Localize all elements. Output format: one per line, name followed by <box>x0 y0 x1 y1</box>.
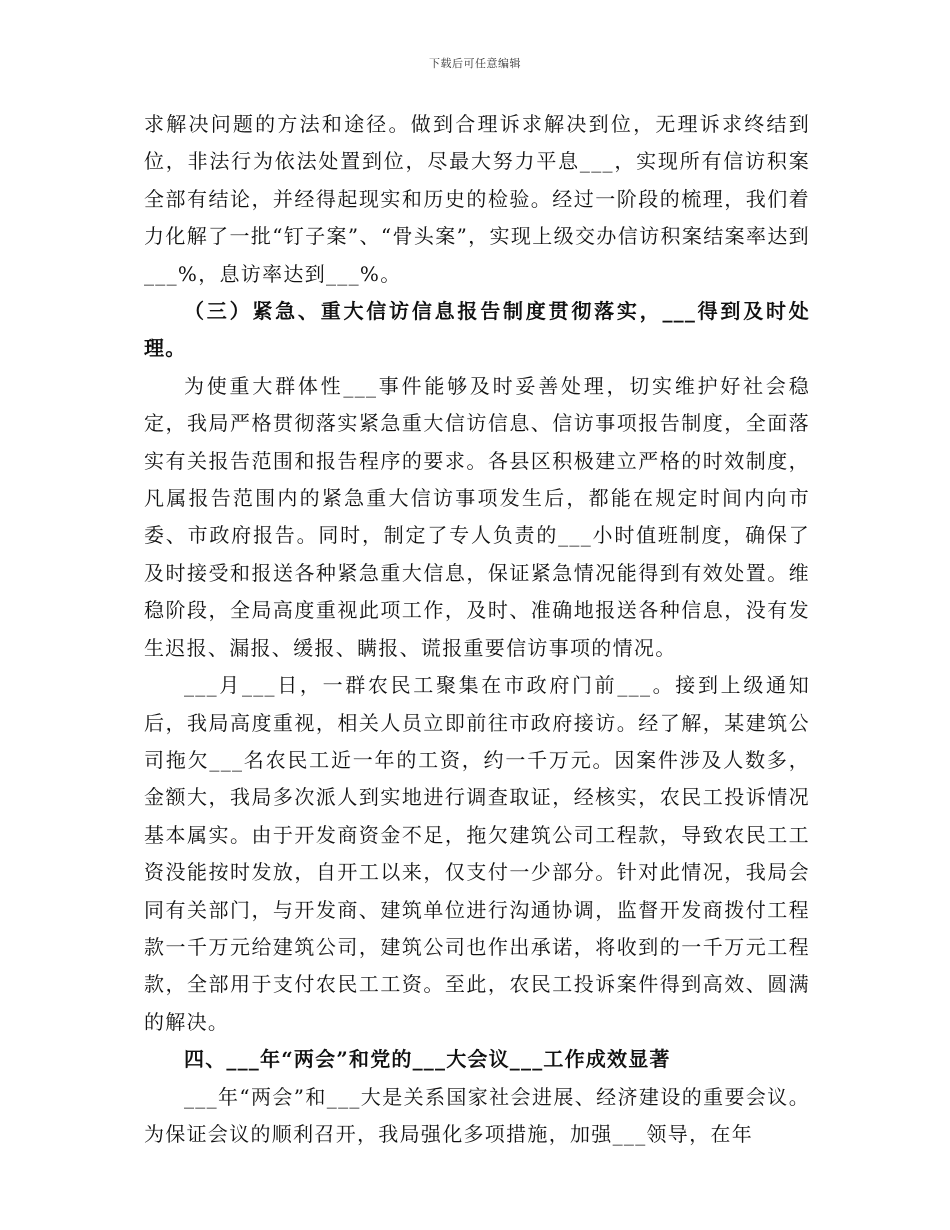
section-heading-3: （三）紧急、重大信访信息报告制度贯彻落实，___得到及时处理。 <box>144 299 810 361</box>
paragraph-two-sessions: ___年“两会”和___大是关系国家社会进展、经济建设的重要会议。为保证会议的顺利召开，我局强化多项措施，加强___领导，在年 <box>144 1084 810 1146</box>
paragraph-continuation: 求解决问题的方法和途径。做到合理诉求解决到位，无理诉求终结到位，非法行为依法处置到位，尽最大努力平息___，实现所有信访积案全部有结论，并经得起现实和历史的检验。经过一阶段的梳理，我们着力化解了一批“钉子案”、“骨头案”，实现上级交办信访积案结案率达到___%，息访率达到___%。 <box>144 112 810 286</box>
document-body <box>144 106 810 1153</box>
paragraph-migrant-workers: ___月___日，一群农民工聚集在市政府门前___。接到上级通知后，我局高度重视，相关人员立即前往市政府接访。经了解，某建筑公司拖欠___名农民工近一年的工资，约一千万元。因案件涉及人数多，金额大，我局多次派人到实地进行调查取证，经核实，农民工投诉情况基本属实。由于开发商资金不足，拖欠建筑公司工程款，导致农民工工资没能按时发放，自开工以来，仅支付一少部分。针对此情况，我局会同有关部门，与开发商、建筑单位进行沟通协调，监督开发商拨付工程款一千万元给建筑公司，建筑公司也作出承诺，将收到的一千万元工程款，全部用于支付农民工工资。至此，农民工投诉案件得到高效、圆满的解决。 <box>144 673 810 1034</box>
section-heading-4: 四、___年“两会”和党的___大会议___工作成效显著 <box>184 1047 671 1072</box>
paragraph-report-system: 为使重大群体性___事件能够及时妥善处理，切实维护好社会稳定，我局严格贯彻落实紧急重大信访信息、信访事项报告制度，全面落实有关报告范围和报告程序的要求。各县区积极建立严格的时效制度，凡属报告范围内的紧急重大信访事项发生后，都能在规定时间内向市委、市政府报告。同时，制定了专人负责的___小时值班制度，确保了及时接受和报送各种紧急重大信息，保证紧急情况能得到有效处置。维稳阶段，全局高度重视此项工作，及时、准确地报送各种信息，没有发生迟报、漏报、缓报、瞒报、谎报重要信访事项的情况。 <box>144 373 810 660</box>
page-header: 下载后可任意编辑 <box>429 57 521 70</box>
